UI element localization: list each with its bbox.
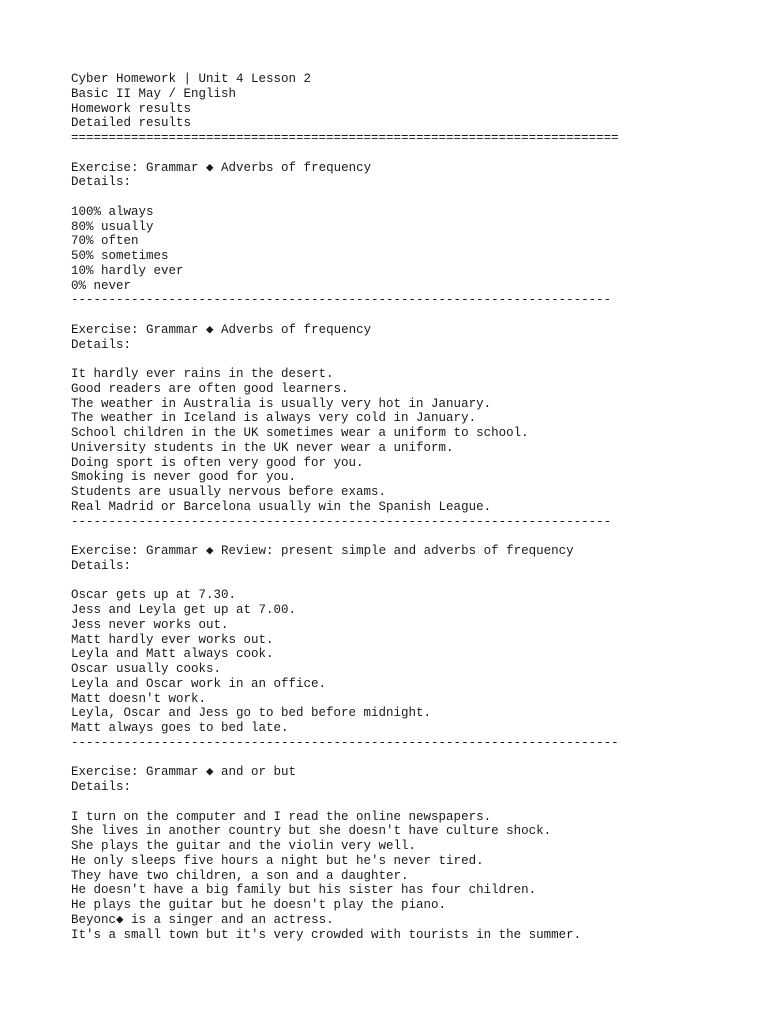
exercise-line: Leyla and Matt always cook. xyxy=(71,647,274,662)
exercise-heading: Exercise: Grammar ◆ Adverbs of frequency xyxy=(71,160,372,175)
exercise-line: She plays the guitar and the violin very well. xyxy=(71,839,417,853)
details-label: Details: xyxy=(71,780,132,794)
exercise-line: He plays the guitar but he doesn't play the piano. xyxy=(71,898,447,912)
exercise-line: Oscar gets up at 7.30. xyxy=(71,588,237,603)
exercise-line: 50% sometimes xyxy=(71,249,169,263)
exercise-heading: Exercise: Grammar ◆ and or but xyxy=(71,765,297,780)
dashed-rule-divider: ------------------------------------------------------------------------ xyxy=(71,514,612,529)
exercise-line: The weather in Iceland is always very cold in January. xyxy=(71,411,477,426)
exercise-block xyxy=(71,765,731,942)
exercise-line: University students in the UK never wear a uniform. xyxy=(71,440,454,455)
exercise-line: Leyla, Oscar and Jess go to bed before midnight. xyxy=(71,706,432,721)
exercise-line: Doing sport is often very good for you. xyxy=(71,455,364,470)
details-label: Details: xyxy=(71,337,132,352)
exercise-line: 70% often xyxy=(71,234,139,249)
exercise-heading: Exercise: Grammar ◆ Adverbs of frequency xyxy=(71,322,372,337)
exercise-line: Matt hardly ever works out. xyxy=(71,632,274,647)
exercise-line: Jess never works out. xyxy=(71,617,229,632)
exercise-line: Matt always goes to bed late. xyxy=(71,721,289,735)
details-label: Details: xyxy=(71,175,132,190)
exercise-line: Matt doesn't work. xyxy=(71,691,207,706)
exercise-line: The weather in Australia is usually very hot in January. xyxy=(71,396,492,411)
exercise-line: Oscar usually cooks. xyxy=(71,662,222,676)
exercise-line: He doesn't have a big family but his sister has four children. xyxy=(71,883,537,898)
exercise-block xyxy=(71,161,731,323)
exercise-line: 10% hardly ever xyxy=(71,263,184,278)
document-title: Cyber Homework | Unit 4 Lesson 2 xyxy=(71,72,312,86)
results-heading: Homework results xyxy=(71,101,192,116)
double-rule-divider: ========================================================================= xyxy=(71,131,619,145)
exercise-line: I turn on the computer and I read the online newspapers. xyxy=(71,809,492,824)
exercise-line: Leyla and Oscar work in an office. xyxy=(71,676,327,691)
exercise-line: Jess and Leyla get up at 7.00. xyxy=(71,603,297,617)
dashed-rule-divider: ------------------------------------------------------------------------ xyxy=(71,293,612,308)
homework-document xyxy=(71,72,731,942)
exercise-line: 100% always xyxy=(71,204,154,219)
exercise-line: 0% never xyxy=(71,278,132,293)
exercise-line: Good readers are often good learners. xyxy=(71,381,349,396)
details-label: Details: xyxy=(71,558,132,573)
exercise-line: Beyonc◆ is a singer and an actress. xyxy=(71,912,334,927)
exercise-line: School children in the UK sometimes wear a uniform to school. xyxy=(71,426,529,440)
exercise-block xyxy=(71,544,731,765)
course-name: Basic II May / English xyxy=(71,86,237,101)
exercise-line: He only sleeps five hours a night but he's never tired. xyxy=(71,853,484,868)
exercise-line: They have two children, a son and a daughter. xyxy=(71,868,409,883)
detailed-results-label: Detailed results xyxy=(71,116,192,131)
exercise-line: Smoking is never good for you. xyxy=(71,470,297,485)
exercise-line: Real Madrid or Barcelona usually win the Spanish League. xyxy=(71,499,492,514)
exercise-line: 80% usually xyxy=(71,219,154,234)
exercise-line: She lives in another country but she doesn't have culture shock. xyxy=(71,824,552,839)
exercise-line: Students are usually nervous before exams. xyxy=(71,485,387,499)
dashed-rule-divider: ------------------------------------------------------------------------- xyxy=(71,735,619,750)
exercise-heading: Exercise: Grammar ◆ Review: present simple and adverbs of frequency xyxy=(71,544,574,558)
exercise-line: It hardly ever rains in the desert. xyxy=(71,367,334,381)
exercise-block xyxy=(71,323,731,544)
exercise-line: It's a small town but it's very crowded with tourists in the summer. xyxy=(71,927,582,942)
